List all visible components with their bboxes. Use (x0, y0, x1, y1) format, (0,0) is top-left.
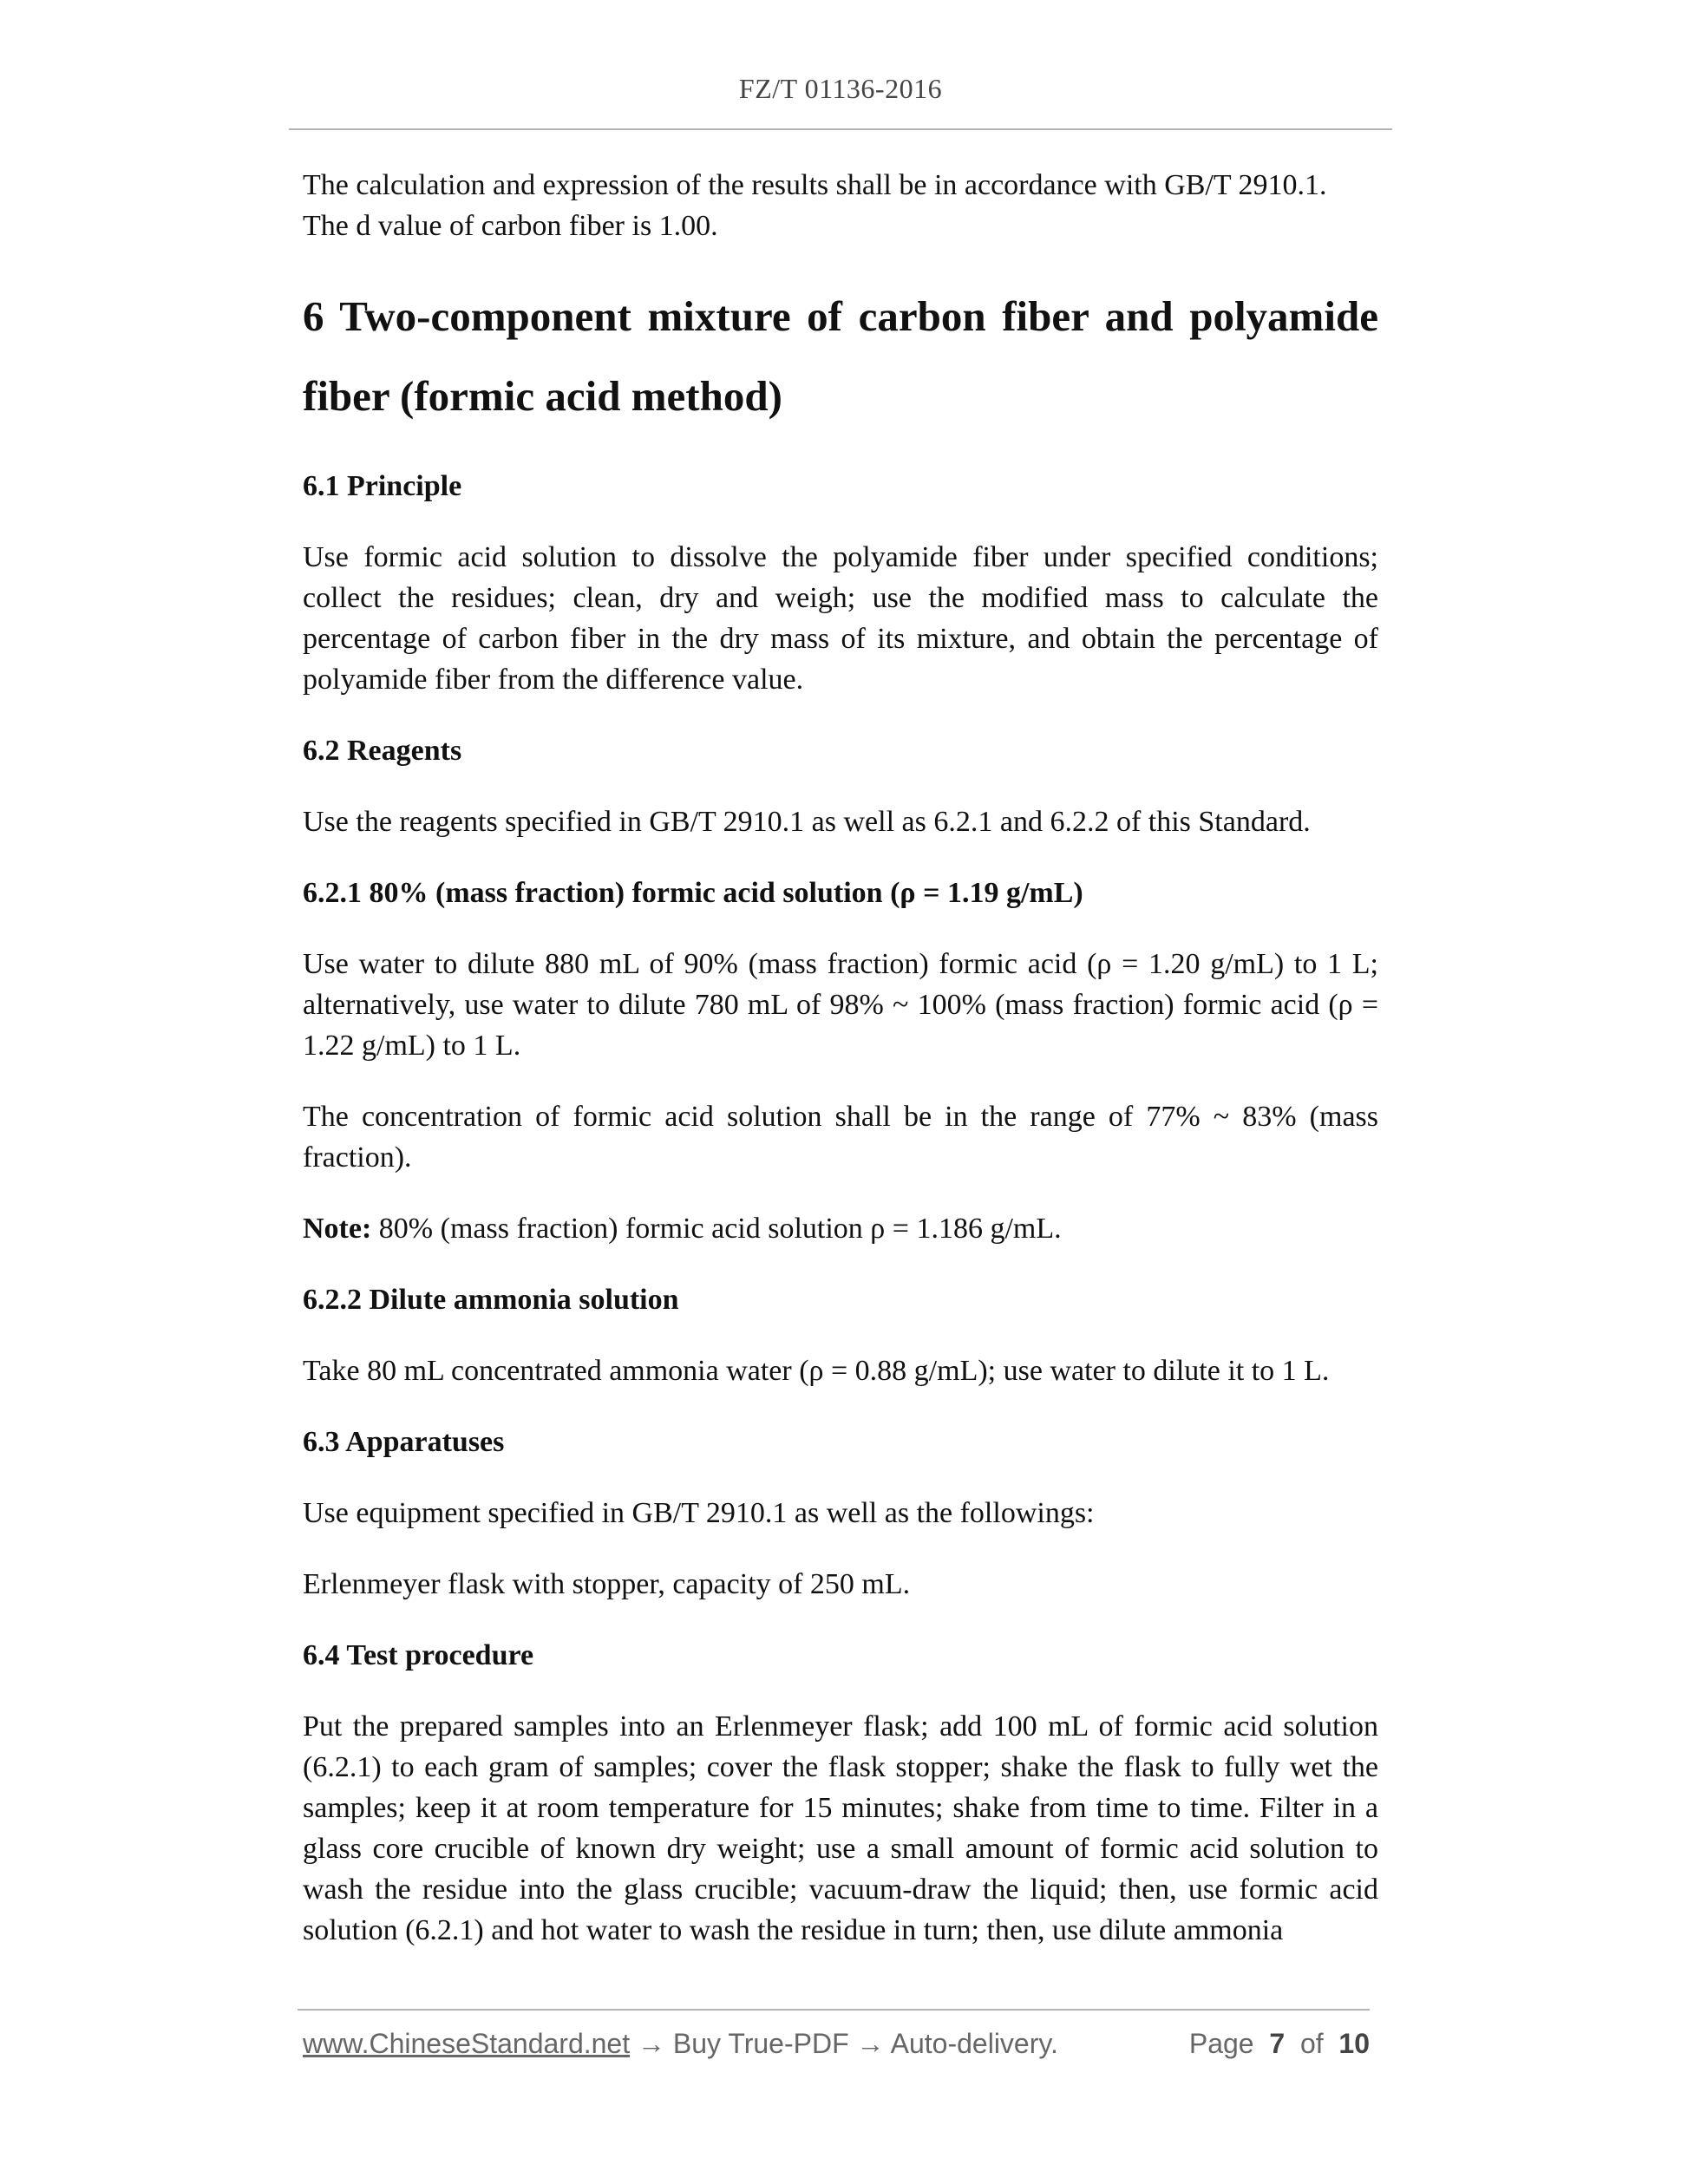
paragraph-6-2-2: Take 80 mL concentrated ammonia water (ρ = 0.88 g/mL); use water to dilute it to 1 L. (303, 1355, 1330, 1387)
heading-6-4: 6.4 Test procedure (303, 1639, 534, 1671)
page-current: 7 (1269, 2028, 1286, 2059)
paragraph-6-2-1-b: The concentration of formic acid solution shall be in the range of 77% ~ 83% (mass fraction). (303, 1101, 1378, 1174)
page-body (303, 165, 1378, 1981)
document-id-header: FZ/T 01136-2016 (738, 73, 943, 104)
page-total: 10 (1338, 2028, 1370, 2059)
note-paragraph (303, 1208, 1378, 1249)
heading-6-3: 6.3 Apparatuses (303, 1426, 505, 1458)
paragraph-6-3-a: Use equipment specified in GB/T 2910.1 as well as the followings: (303, 1497, 1095, 1529)
intro-line-1: The calculation and expression of the results shall be in accordance with GB/T 2910.1. (303, 169, 1327, 201)
page-number (1189, 2028, 1370, 2060)
footer-divider (298, 2009, 1370, 2011)
note-label: Note: (303, 1213, 372, 1245)
heading-6-2-2: 6.2.2 Dilute ammonia solution (303, 1284, 679, 1316)
paragraph-6-2: Use the reagents specified in GB/T 2910.1 as well as 6.2.1 and 6.2.2 of this Standard. (303, 806, 1311, 838)
heading-6-2: 6.2 Reagents (303, 735, 462, 767)
paragraph-6-1: Use formic acid solution to dissolve the polyamide fiber under specified conditions; collect the residues; clean, dry and weigh; use the modified mass to calculate the percentage of carbon fiber in the dry mass of its mixture, and obtain the percentage of polyamide fiber from the difference value. (303, 541, 1378, 696)
site-link[interactable]: www.ChineseStandard.net (303, 2028, 631, 2059)
intro-line-2: The d value of carbon fiber is 1.00. (303, 210, 718, 242)
paragraph-6-4: Put the prepared samples into an Erlenmeyer flask; add 100 mL of formic acid solution (6.2.1) to each gram of samples; cover the flask stopper; shake the flask to fully wet the samples; keep it at room temperature for 15 minutes; shake from time to time. Filter in a glass core crucible of known dry weight; use a small amount of formic acid solution to wash the residue into the glass crucible; vacuum-draw the liquid; then, use formic acid solution (6.2.1) and hot water to wash the residue in turn; then, use dilute ammonia (303, 1710, 1378, 1946)
promo-text: → Buy True-PDF → Auto-delivery. (630, 2028, 1058, 2059)
header-divider (289, 128, 1392, 130)
heading-6-1: 6.1 Principle (303, 470, 462, 502)
page-word: Page (1188, 2028, 1254, 2059)
of-word: of (1299, 2028, 1324, 2059)
note-text: 80% (mass fraction) formic acid solution ρ = 1.186 g/mL. (371, 1213, 1062, 1245)
footer-promo (303, 2028, 1058, 2060)
page-footer (303, 2028, 1370, 2066)
heading-6-2-1: 6.2.1 80% (mass fraction) formic acid solution (ρ = 1.19 g/mL) (303, 877, 1083, 909)
paragraph-6-2-1-a: Use water to dilute 880 mL of 90% (mass fraction) formic acid (ρ = 1.20 g/mL) to 1 L; alternatively, use water to dilute 780 mL of 98% ~ 100% (mass fraction) formic acid (ρ = 1.22 g/mL) to 1 L. (303, 948, 1378, 1062)
intro-paragraph (303, 165, 1378, 246)
paragraph-6-3-b: Erlenmeyer flask with stopper, capacity of 250 mL. (303, 1568, 911, 1600)
section-6-title: 6 Two-component mixture of carbon fiber and polyamide fiber (formic acid method) (303, 292, 1378, 420)
